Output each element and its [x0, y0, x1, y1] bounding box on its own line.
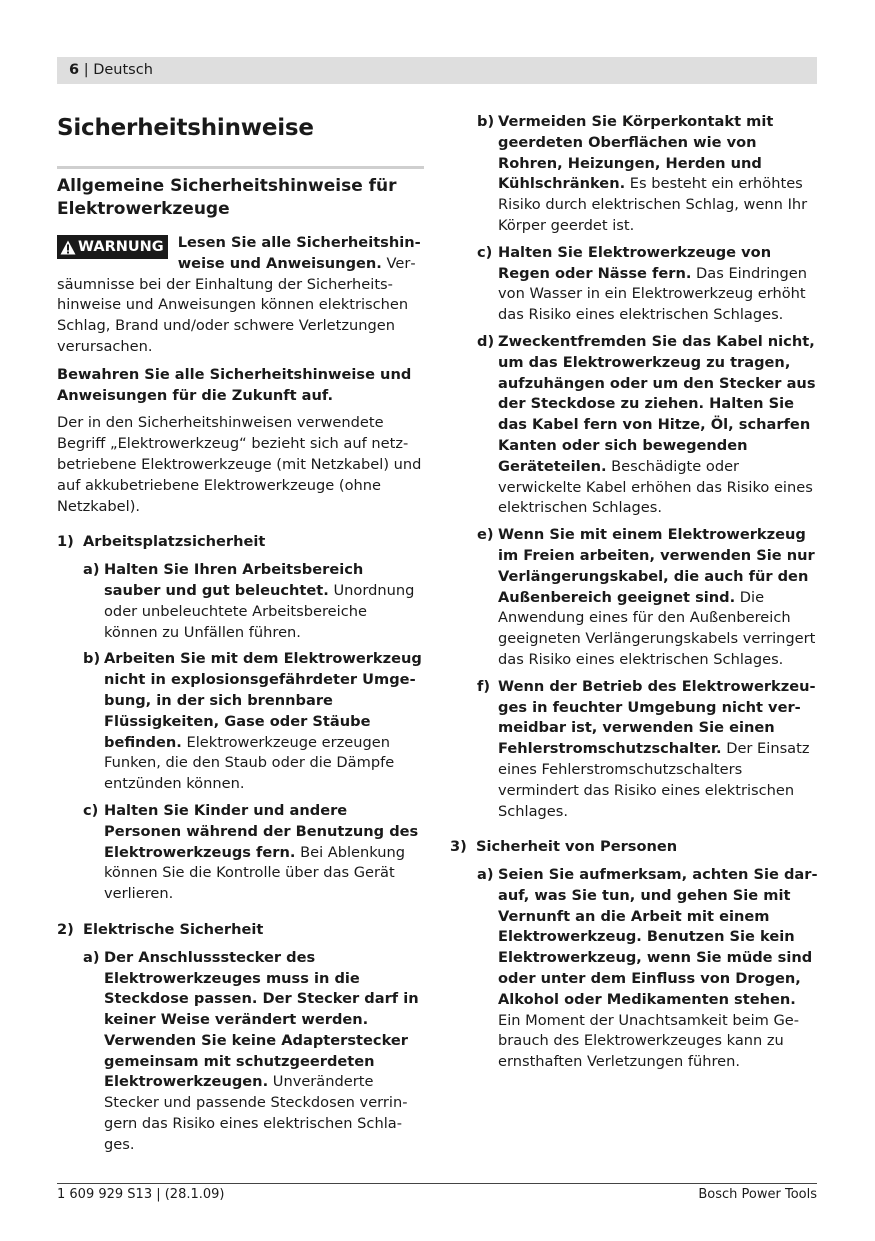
item-label: d) [477, 332, 495, 350]
page-header [57, 57, 817, 84]
item-label: e) [477, 526, 494, 544]
item-body [498, 243, 820, 326]
item-body [498, 332, 820, 519]
keep-instructions: Bewahren Sie alle Sicherheitshinweise und Anweisungen für die Zukunft auf. [57, 365, 412, 404]
item-bold: Seien Sie aufmerksam, achten Sie darauf, was Sie tun, und gehen Sie mit Vernunft an die Arbeit mit einem Elektrowerkzeug. Benutzen Sie kein Elektrowerkzeug, wenn Sie müde sind oder unter dem Einfluss von Drogen, Alkohol oder Medikamenten stehen. [498, 866, 818, 1008]
item-body [498, 677, 820, 823]
item-bold: Vermeiden Sie Körperkontakt mit geerdeten Oberflächen wie von Rohren, Heizungen, Herden und Kühlschränken. [498, 113, 774, 193]
item-label: c) [477, 243, 493, 261]
item-bold: Zweckentfremden Sie das Kabel nicht, um das Elektrowerkzeug zu tragen, aufzuhängen oder um den Stecker aus der Steckdose zu ziehen. Halten Sie das Kabel fern von Hitze, Öl, scharfen Kanten oder sich bewegenden Geräteteilen. [498, 332, 816, 475]
right-column [450, 112, 820, 1079]
item-text: Unveränderte Stecker und passende Steckdosen verringern das Risiko eines elektrischen Schlages. [104, 1073, 408, 1153]
list-item [477, 332, 820, 519]
item-bold: Wenn der Betrieb des Elektrowerkzeuges in feuchter Umgebung nicht vermeidbar ist, verwenden Sie einen Fehlerstromschutzschalter. [498, 677, 816, 758]
section-subtitle: Allgemeine Sicherheitshinweise für Elektrowerkzeuge [57, 176, 397, 219]
warning-paragraph [57, 233, 424, 358]
section-title: Arbeitsplatzsicherheit [83, 533, 266, 551]
list-item [477, 865, 820, 1073]
section-title: Sicherheit von Personen [476, 838, 678, 856]
footer-brand: Bosch Power Tools [698, 1187, 817, 1202]
list-item [83, 560, 424, 643]
list-item [83, 801, 424, 905]
section-divider [57, 166, 424, 169]
item-text: Elektrowerkzeuge erzeugen Funken, die den Staub oder die Dämpfe entzünden können. [104, 733, 395, 793]
item-body [104, 801, 424, 905]
item-label: c) [83, 801, 99, 819]
warning-triangle-icon [60, 240, 76, 255]
section-heading-3 [450, 837, 820, 858]
item-body [104, 649, 424, 795]
item-bold: Halten Sie Kinder und andere Personen während der Benutzung des Elektrowerkzeugs fern. [104, 801, 419, 861]
list-item [83, 649, 424, 795]
list-item [477, 243, 820, 326]
warning-badge [57, 235, 168, 259]
item-text: Der Einsatz eines Fehlerstromschutzschalters vermindert das Risiko eines elektrischen Schlages. [498, 740, 810, 820]
term-definition: Der in den Sicherheitshinweisen verwendete Begriff „Elektrowerkzeug“ bezieht sich auf netzbetriebene Elektrowerkzeuge (mit Netzkabel) und auf akkubetriebene Elektrowerkzeuge (ohne Netzkabel). [57, 414, 422, 515]
list-item [477, 677, 820, 823]
item-text: Das Eindringen von Wasser in ein Elektrowerkzeug erhöht das Risiko eines elektrischen Schlages. [498, 264, 808, 324]
item-body [498, 865, 820, 1073]
header-language: Deutsch [93, 62, 153, 78]
item-text: Ein Moment der Unachtsamkeit beim Gebrauch des Elektrowerkzeuges kann zu ernsthaften Verletzungen führen. [498, 1011, 800, 1071]
item-bold: Der Anschlussstecker des Elektrowerkzeuges muss in die Steckdose passen. Der Stecker darf in keiner Weise verändert werden. Verwenden Sie keine Adapterstecker gemeinsam mit schutzgeerdeten Elektrowerkzeugen. [104, 948, 419, 1091]
item-label: a) [83, 561, 100, 579]
item-text: Die Anwendung eines für den Außenbereich geeigneten Verlängerungskabels verringert das Risiko eines elektrischen Schlages. [498, 588, 816, 668]
warning-text: Versäumnisse bei der Einhaltung der Sicherheitshinweise und Anweisungen können elektrischen Schlag, Brand und/oder schwere Verletzungen verursachen. [57, 254, 416, 355]
section-heading-2 [57, 920, 424, 941]
left-column [57, 112, 424, 1162]
footer-doc-id: 1 609 929 S13 | (28.1.09) [57, 1187, 225, 1202]
warning-bold-text: Lesen Sie alle Sicherheitshinweise und Anweisungen. [177, 234, 421, 272]
warning-label: WARNUNG [78, 239, 164, 255]
item-bold: Halten Sie Ihren Arbeitsbereich sauber und gut beleuchtet. [104, 561, 364, 599]
item-text: Beschädigte oder verwickelte Kabel erhöhen das Risiko eines elektrischen Schlages. [498, 457, 813, 517]
header-separator: | [79, 62, 94, 78]
list-item [83, 948, 424, 1156]
item-label: a) [477, 866, 494, 884]
item-body [498, 112, 820, 237]
footer-divider [57, 1183, 817, 1184]
item-text: Unordnung oder unbeleuchtete Arbeitsbereiche können zu Unfällen führen. [104, 581, 415, 641]
page-title: Sicherheitshinweise [57, 115, 314, 141]
item-label: b) [477, 113, 495, 130]
item-text: Bei Ablenkung können Sie die Kontrolle über das Gerät verlieren. [104, 843, 406, 903]
item-body [104, 948, 424, 1156]
item-body [498, 525, 820, 671]
item-bold: Halten Sie Elektrowerkzeuge von Regen oder Nässe fern. [498, 243, 772, 282]
item-label: a) [83, 948, 100, 966]
page-number: 6 [69, 62, 80, 78]
item-bold: Wenn Sie mit einem Elektrowerkzeug im Freien arbeiten, verwenden Sie nur Verlängerungskabel, die auch für den Außenbereich geeignet sind. [498, 526, 815, 606]
section-number: 2) [57, 920, 74, 938]
list-item [477, 112, 820, 237]
item-label: f) [477, 677, 491, 695]
item-bold: Arbeiten Sie mit dem Elektrowerkzeug nicht in explosionsgefährdeter Umgebung, in der sich brennbare Flüssigkeiten, Gase oder Stäube befinden. [104, 650, 422, 751]
list-item [477, 525, 820, 671]
section-heading-1 [57, 532, 424, 553]
section-title: Elektrische Sicherheit [83, 920, 264, 938]
section-number: 1) [57, 533, 74, 551]
item-label: b) [83, 650, 101, 668]
section-number: 3) [450, 838, 467, 856]
item-text: Es besteht ein erhöhtes Risiko durch elektrischen Schlag, wenn Ihr Körper geerdet ist. [498, 175, 808, 234]
item-body [104, 560, 424, 643]
